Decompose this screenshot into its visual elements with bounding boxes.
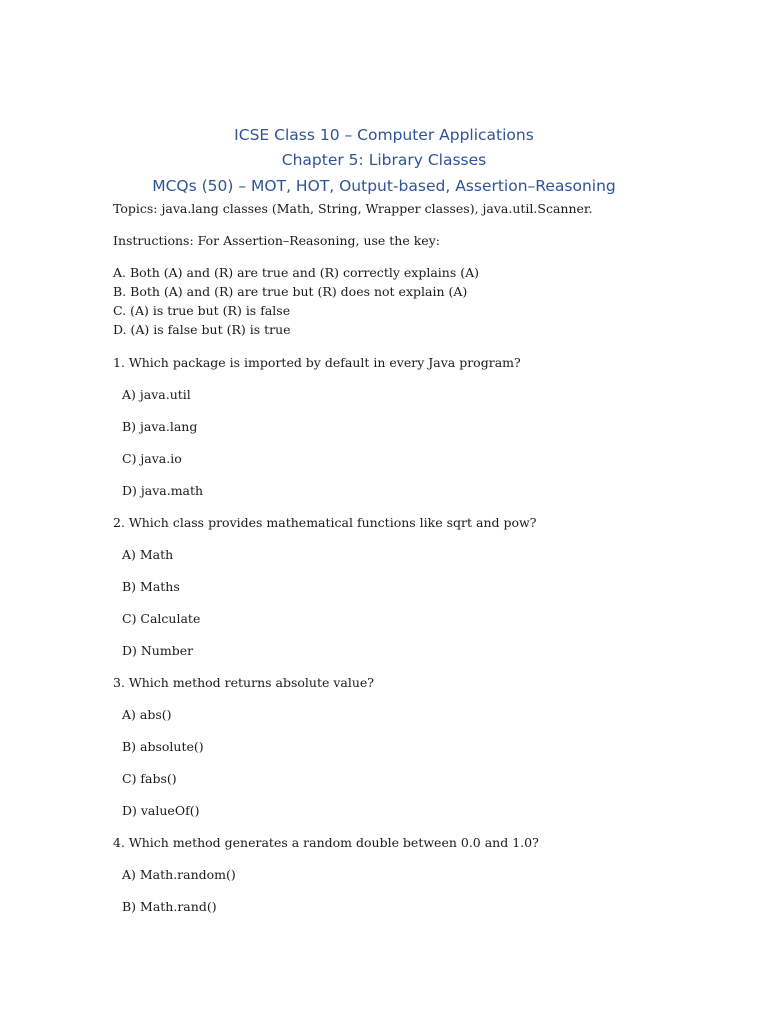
answer-option: A) Math [122,547,174,562]
question-text: 3. Which method returns absolute value? [113,675,375,690]
question-text: 4. Which method generates a random double between 0.0 and 1.0? [113,835,539,850]
key-item: D. (A) is false but (R) is true [113,322,291,337]
section-title: MCQs (50) – MOT, HOT, Output-based, Assertion–Reasoning [152,177,616,195]
answer-option: B) absolute() [122,739,204,754]
answer-option: B) Math.rand() [122,899,217,914]
key-item: C. (A) is true but (R) is false [113,303,291,318]
question-text: 2. Which class provides mathematical functions like sqrt and pow? [113,515,537,530]
answer-option: D) java.math [122,483,204,498]
answer-option: D) valueOf() [122,803,200,818]
answer-option: A) abs() [122,707,172,722]
answer-option: A) Math.random() [122,867,236,882]
answer-option: C) Calculate [122,611,201,626]
answer-option: C) fabs() [122,771,177,786]
key-item: B. Both (A) and (R) are true but (R) does not explain (A) [113,284,468,299]
question-text: 1. Which package is imported by default in every Java program? [113,355,521,370]
topics-text: Topics: java.lang classes (Math, String, Wrapper classes), java.util.Scanner. [113,201,593,216]
document-title: ICSE Class 10 – Computer Applications [234,126,534,144]
answer-option: B) java.lang [122,419,198,434]
answer-option: B) Maths [122,579,180,594]
chapter-title: Chapter 5: Library Classes [281,151,487,169]
answer-option: D) Number [122,643,194,658]
key-item: A. Both (A) and (R) are true and (R) correctly explains (A) [113,265,479,280]
instructions-text: Instructions: For Assertion–Reasoning, use the key: [113,233,440,248]
answer-option: A) java.util [122,387,191,402]
answer-option: C) java.io [122,451,182,466]
